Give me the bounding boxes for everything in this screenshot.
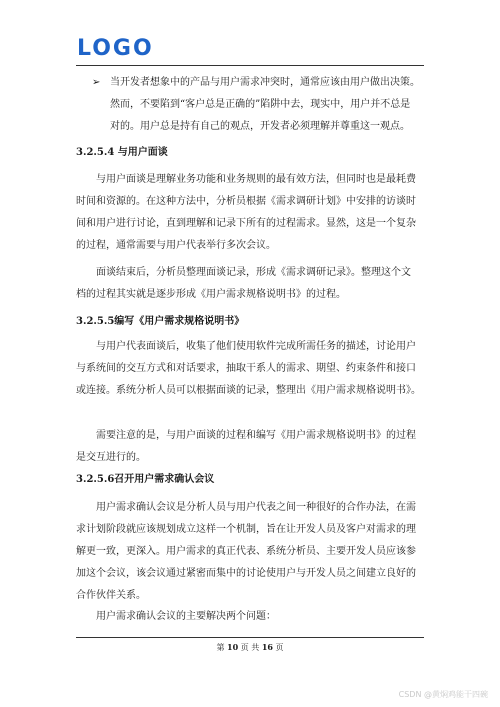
text-line: 与系统间的交互方式和对话要求，抽取干系人的需求、期望、约束条件和接口 <box>76 363 416 374</box>
text-line: 对的。用户总是持有自己的观点，开发者必须理解并尊重这一观点。 <box>110 121 410 132</box>
header-divider <box>76 65 424 66</box>
paragraph <box>76 169 426 257</box>
text-line: 合作伙伴关系。 <box>76 590 146 601</box>
text-line: 是交互进行的。 <box>76 452 146 463</box>
page-footer <box>0 641 500 654</box>
paragraph <box>76 336 426 402</box>
footer-mid: 页 共 <box>240 643 260 652</box>
section-heading-3-2-5-4: 3.2.5.4 与用户面谈 <box>76 147 168 158</box>
text-line: 加这个会议，该会议通过紧密而集中的讨论使用户与开发人员之间建立良好的 <box>76 568 416 579</box>
text-line: 用户需求确认会议的主要解决两个问题： <box>96 611 276 622</box>
footer-prefix: 第 <box>216 643 225 652</box>
paragraph <box>76 497 426 607</box>
text-line: 与用户代表面谈后，收集了他们使用软件完成所需任务的描述，讨论用户 <box>96 341 416 352</box>
bullet-paragraph <box>110 72 430 138</box>
section-heading-3-2-5-5: 3.2.5.5编写《用户需求规格说明书》 <box>76 316 245 327</box>
text-line: 然而，不要陷到“客户总是正确的”陷阱中去，现实中，用户并不总是 <box>110 99 411 110</box>
company-logo: LOGO <box>77 36 154 61</box>
footer-suffix: 页 <box>275 643 284 652</box>
text-line: 面谈结束后，分析员整理面谈记录，形成《需求调研记录》。整理这个文 <box>96 267 411 278</box>
bullet-arrow-icon: ➢ <box>92 77 101 88</box>
paragraph <box>76 425 426 469</box>
text-line: 时间和资源的。在这种方法中，分析员根据《需求调研计划》中安排的访谈时 <box>76 196 416 207</box>
text-line: 当开发者想象中的产品与用户需求冲突时，通常应该由用户做出决策。 <box>110 77 420 88</box>
text-line: 间和用户进行讨论，直到理解和记录下所有的过程需求。显然，这是一个复杂 <box>76 218 416 229</box>
page-total: 16 <box>261 642 273 652</box>
footer-divider <box>76 637 424 638</box>
text-line: 求计划阶段就应该规划成立这样一个机制，旨在让开发人员及客户对需求的理 <box>76 524 416 535</box>
paragraph <box>76 262 426 306</box>
text-line: 解更一致，更深入。用户需求的真正代表、系统分析员、主要开发人员应该参 <box>76 546 416 557</box>
text-line: 用户需求确认会议是分析人员与用户代表之间一种很好的合作办法，在需 <box>96 502 416 513</box>
watermark: CSDN @黄焖鸡能干四碗 <box>398 690 488 699</box>
paragraph <box>76 606 426 628</box>
text-line: 档的过程其实就是逐步形成《用户需求规格说明书》的过程。 <box>76 289 346 300</box>
section-heading-3-2-5-6: 3.2.5.6召开用户需求确认会议 <box>76 474 215 485</box>
text-line: 的过程，通常需要与用户代表举行多次会议。 <box>76 240 276 251</box>
page-number: 10 <box>227 642 239 652</box>
text-line: 需要注意的是，与用户面谈的过程和编写《用户需求规格说明书》的过程 <box>96 430 416 441</box>
text-line: 与用户面谈是理解业务功能和业务规则的最有效方法，但同时也是最耗费 <box>96 174 416 185</box>
text-line: 或连接。系统分析人员可以根据面谈的记录，整理出《用户需求规格说明书》。 <box>76 385 421 396</box>
